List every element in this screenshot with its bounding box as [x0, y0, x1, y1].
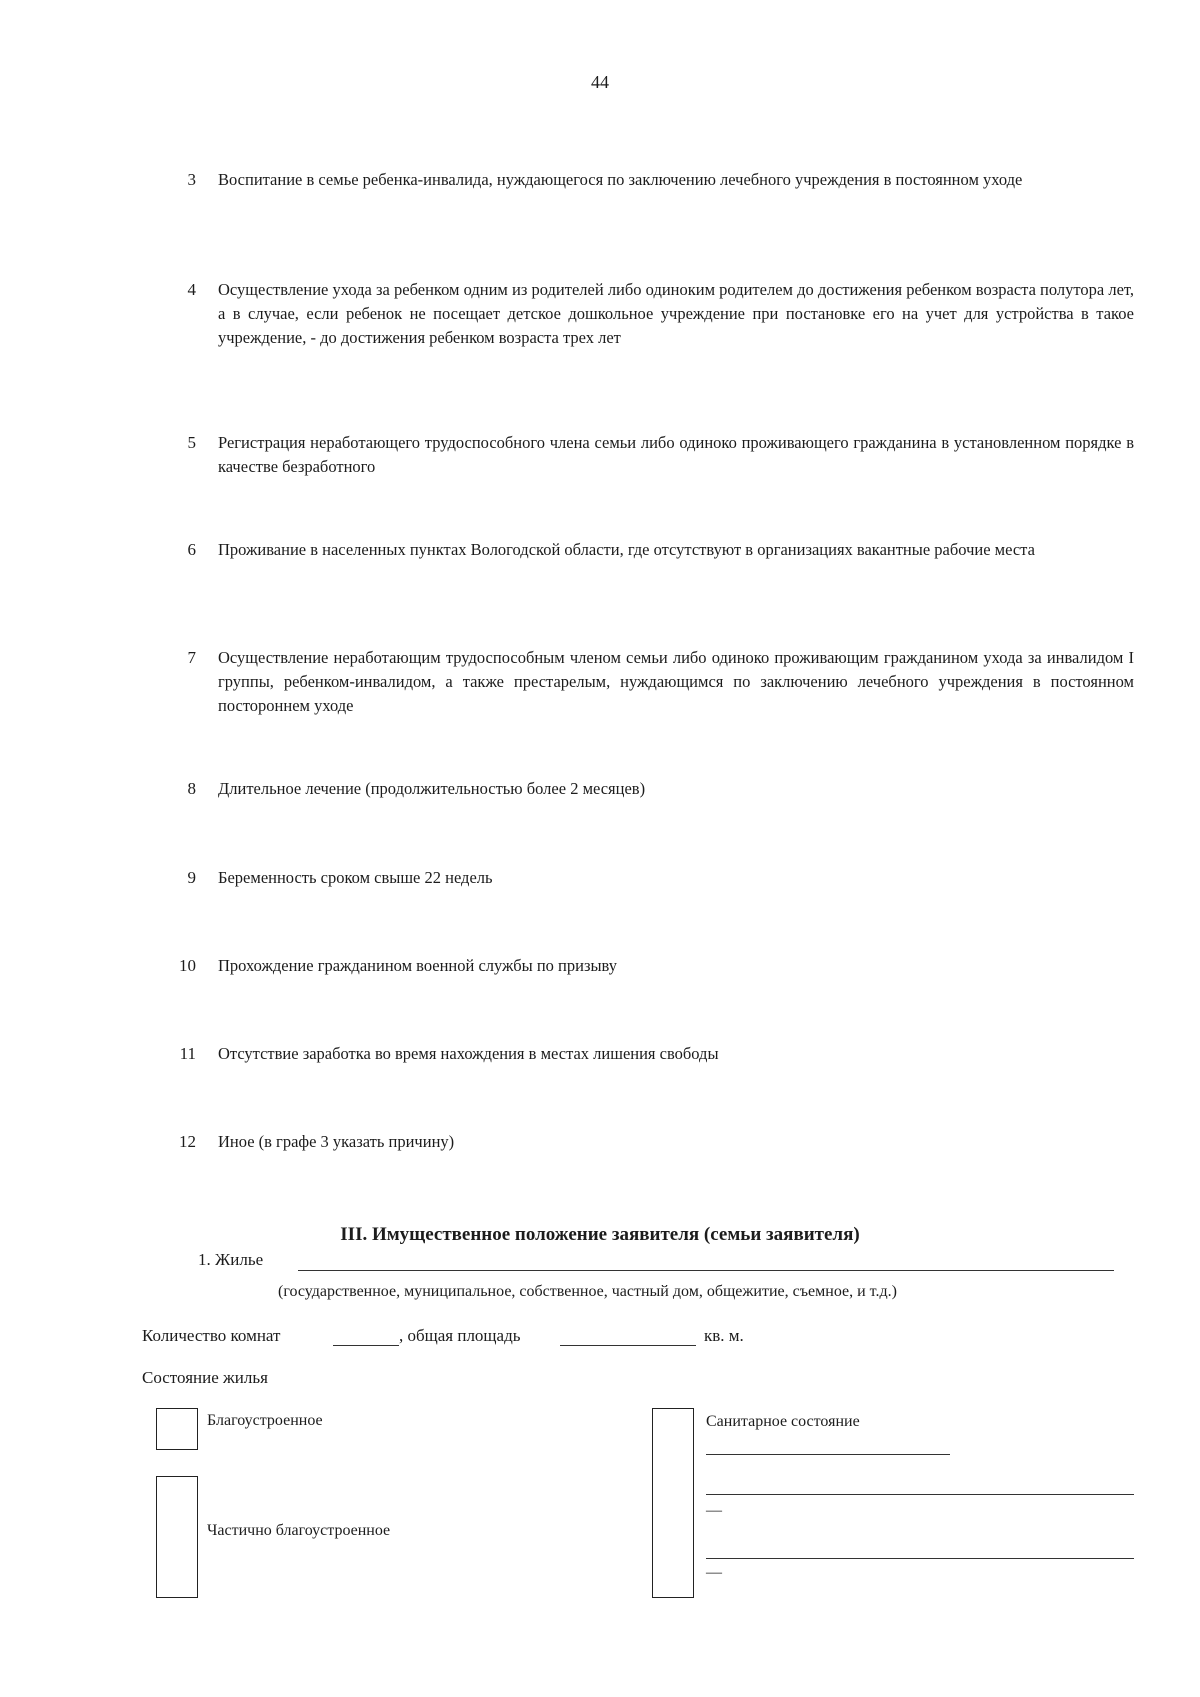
item-number: 9	[187, 868, 196, 887]
item-number: 4	[187, 280, 196, 299]
item-text: Проживание в населенных пунктах Вологодской области, где отсутствуют в организациях вакантные рабочие места	[218, 540, 1035, 559]
well-equipped-checkbox[interactable]	[156, 1408, 198, 1450]
item-number: 11	[179, 1044, 196, 1063]
well-equipped-label: Благоустроенное	[207, 1412, 323, 1429]
partially-equipped-label: Частично благоустроенное	[207, 1522, 391, 1539]
rooms-field[interactable]	[333, 1345, 399, 1346]
item-text: Воспитание в семье ребенка-инвалида, нуждающегося по заключению лечебного учреждения в постоянном уходе	[218, 170, 1023, 189]
item-number: 6	[187, 540, 196, 559]
sanitary-dash-2: —	[706, 1564, 722, 1581]
sanitary-field-3[interactable]	[706, 1558, 1134, 1559]
housing-field[interactable]	[298, 1270, 1114, 1271]
item-text: Длительное лечение (продолжительностью более 2 месяцев)	[218, 779, 646, 798]
housing-label: 1. Жилье	[198, 1250, 264, 1269]
item-text: Иное (в графе 3 указать причину)	[218, 1132, 455, 1151]
area-label: , общая площадь	[399, 1326, 521, 1345]
item-text: Прохождение гражданином военной службы по призыву	[218, 956, 618, 975]
sanitary-field-2[interactable]	[706, 1494, 1134, 1495]
sanitary-checkbox[interactable]	[652, 1408, 694, 1598]
item-text: Осуществление неработающим трудоспособным членом семьи либо одиноко проживающим гражданином ухода за инвалидом I группы, ребенком-инвалидом, а также престарелым, нуждающимся по заключению лечебного учреждения в постоянном постороннем уходе	[218, 648, 1134, 715]
housing-hint: (государственное, муниципальное, собственное, частный дом, общежитие, съемное, и т.д.)	[278, 1283, 897, 1300]
item-number: 5	[187, 433, 196, 452]
condition-label: Состояние жилья	[142, 1368, 268, 1387]
rooms-label: Количество комнат	[142, 1326, 281, 1345]
item-text: Регистрация неработающего трудоспособного члена семьи либо одиноко проживающего гражданина в установленном порядке в качестве безработного	[218, 433, 1134, 476]
item-text: Беременность сроком свыше 22 недель	[218, 868, 493, 887]
sanitary-label: Санитарное состояние	[706, 1413, 860, 1430]
partially-equipped-checkbox[interactable]	[156, 1476, 198, 1598]
item-number: 3	[187, 170, 196, 189]
page-number: 44	[591, 72, 609, 92]
area-unit: кв. м.	[704, 1326, 744, 1345]
item-text: Осуществление ухода за ребенком одним из родителей либо одиноким родителем до достижения ребенком возраста полутора лет, а в случае, если ребенок не посещает детское дошкольное учреждение при постановке его на учет для устройства в такое учреждение, - до достижения ребенком возраста трех лет	[218, 280, 1134, 347]
sanitary-field-1[interactable]	[706, 1454, 950, 1455]
sanitary-dash-1: —	[706, 1502, 722, 1519]
item-number: 8	[187, 779, 196, 798]
item-number: 10	[179, 956, 196, 975]
item-number: 7	[187, 648, 196, 667]
area-field[interactable]	[560, 1345, 696, 1346]
item-text: Отсутствие заработка во время нахождения в местах лишения свободы	[218, 1044, 719, 1063]
section-title: III. Имущественное положение заявителя (семьи заявителя)	[340, 1224, 860, 1245]
item-number: 12	[179, 1132, 196, 1151]
